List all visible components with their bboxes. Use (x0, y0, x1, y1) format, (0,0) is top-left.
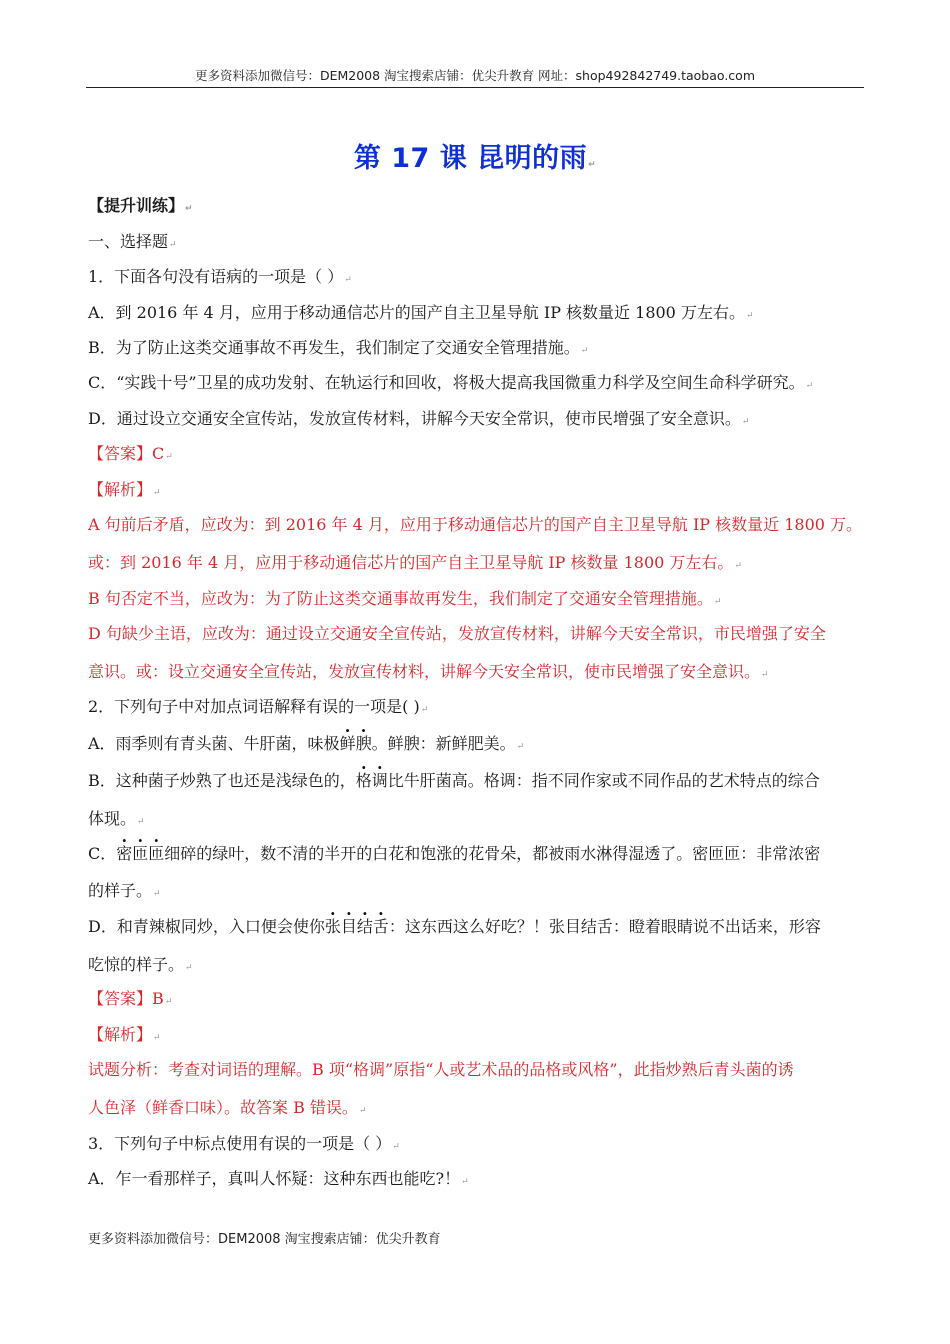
section-heading: 【提升训练】↵ (88, 196, 193, 215)
dotted-word (356, 771, 388, 790)
q2-stem: 2．下列句子中对加点词语解释有误的一项是( )↵ (88, 697, 429, 716)
q1-analysis-line: 或：到 2016 年 4 月，应用于移动通信芯片的国产自主卫星导航 IP 核数量 1800 万左右。↵ (88, 553, 742, 572)
q1-stem: 1．下面各句没有语病的一项是（ ）↵ (88, 267, 352, 286)
q1-analysis-line: 意识。或：设立交通安全宣传站，发放宣传材料，讲解今天安全常识，使市民增强了安全意识。↵ (88, 662, 769, 681)
dotted-char: 密 (116, 844, 133, 863)
q3-stem: 3．下列句子中标点使用有误的一项是（ ）↵ (88, 1134, 400, 1153)
page-title: 第 17 课 昆明的雨↵ (353, 143, 597, 174)
q1-option-b: B．为了防止这类交通事故不再发生，我们制定了交通安全管理措施。↵ (88, 338, 589, 357)
q2-analysis-line: 人色泽（鲜香口味）。故答案 B 错误。↵ (88, 1098, 367, 1117)
dotted-char: 匝 (132, 844, 149, 863)
dotted-word (116, 844, 164, 863)
dotted-word (325, 917, 389, 936)
dotted-word (340, 734, 372, 753)
dotted-char: 张 (324, 917, 341, 936)
q1-option-a: A．到 2016 年 4 月，应用于移动通信芯片的国产自主卫星导航 IP 核数量近 1800 万左右。↵ (88, 303, 754, 322)
q2-answer: 【答案】B↵ (88, 989, 173, 1008)
dotted-char: 鲜 (339, 734, 356, 753)
dotted-char: 匝 (148, 844, 165, 863)
q1-analysis-line: D 句缺少主语，应改为：通过设立交通安全宣传站，发放宣传材料，讲解今天安全常识，市民增强了安全 (88, 624, 826, 643)
q2-option-c: C．密匝匝细碎的绿叶，数不清的半开的白花和饱涨的花骨朵，都被雨水淋得湿透了。密匝匝：非常浓密 (88, 844, 821, 863)
q2-option-d: D．和青辣椒同炒，入口便会使你张目结舌：这东西这么好吃？！张目结舌：瞪着眼睛说不出话来，形容 (88, 917, 821, 936)
dotted-char: 结 (356, 917, 373, 936)
q1-analysis-line: B 句否定不当，应改为：为了防止这类交通事故再发生，我们制定了交通安全管理措施。↵ (88, 589, 722, 608)
dotted-char: 目 (340, 917, 357, 936)
q1-option-d: D．通过设立交通安全宣传站，发放宣传材料，讲解今天安全常识，使市民增强了安全意识。↵ (88, 409, 750, 428)
dotted-char: 调 (371, 771, 388, 790)
q2-option-c-cont: 的样子。↵ (88, 881, 161, 900)
q2-option-b-cont: 体现。↵ (88, 809, 145, 828)
q1-analysis-label: 【解析】↵ (88, 480, 161, 499)
page-header: 更多资料添加微信号：DEM2008 淘宝搜索店铺：优尖升教育 网址：shop492842749.taobao.com (194, 68, 756, 83)
q2-option-b: B．这种菌子炒熟了也还是浅绿色的，格调比牛肝菌高。格调：指不同作家或不同作品的艺术特点的综合 (88, 771, 820, 790)
q1-answer: 【答案】C↵ (88, 444, 173, 463)
dotted-char: 舌 (372, 917, 389, 936)
page-footer: 更多资料添加微信号：DEM2008 淘宝搜索店铺：优尖升教育 (88, 1232, 441, 1247)
q2-option-d-cont: 吃惊的样子。↵ (88, 955, 193, 974)
q1-option-c: C．“实践十号”卫星的成功发射、在轨运行和回收，将极大提高我国微重力科学及空间生命科学研究。↵ (88, 373, 814, 392)
q2-analysis-label: 【解析】↵ (88, 1025, 161, 1044)
q2-analysis-line: 试题分析：考查对词语的理解。B 项“格调”原指“人或艺术品的品格或风格”，此指炒熟后青头菌的诱 (88, 1060, 794, 1079)
q1-analysis-line: A 句前后矛盾，应改为：到 2016 年 4 月，应用于移动通信芯片的国产自主卫星导航 IP 核数量近 1800 万。 (88, 515, 863, 534)
header-rule (86, 87, 864, 88)
q3-option-a: A．乍一看那样子，真叫人怀疑：这种东西也能吃?！↵ (88, 1169, 469, 1188)
part-heading: 一、选择题↵ (88, 232, 177, 251)
dotted-char: 格 (355, 771, 372, 790)
q2-option-a: A．雨季则有青头菌、牛肝菌，味极鲜腴。鲜腴：新鲜肥美。↵ (88, 734, 525, 753)
dotted-char: 腴 (355, 734, 372, 753)
